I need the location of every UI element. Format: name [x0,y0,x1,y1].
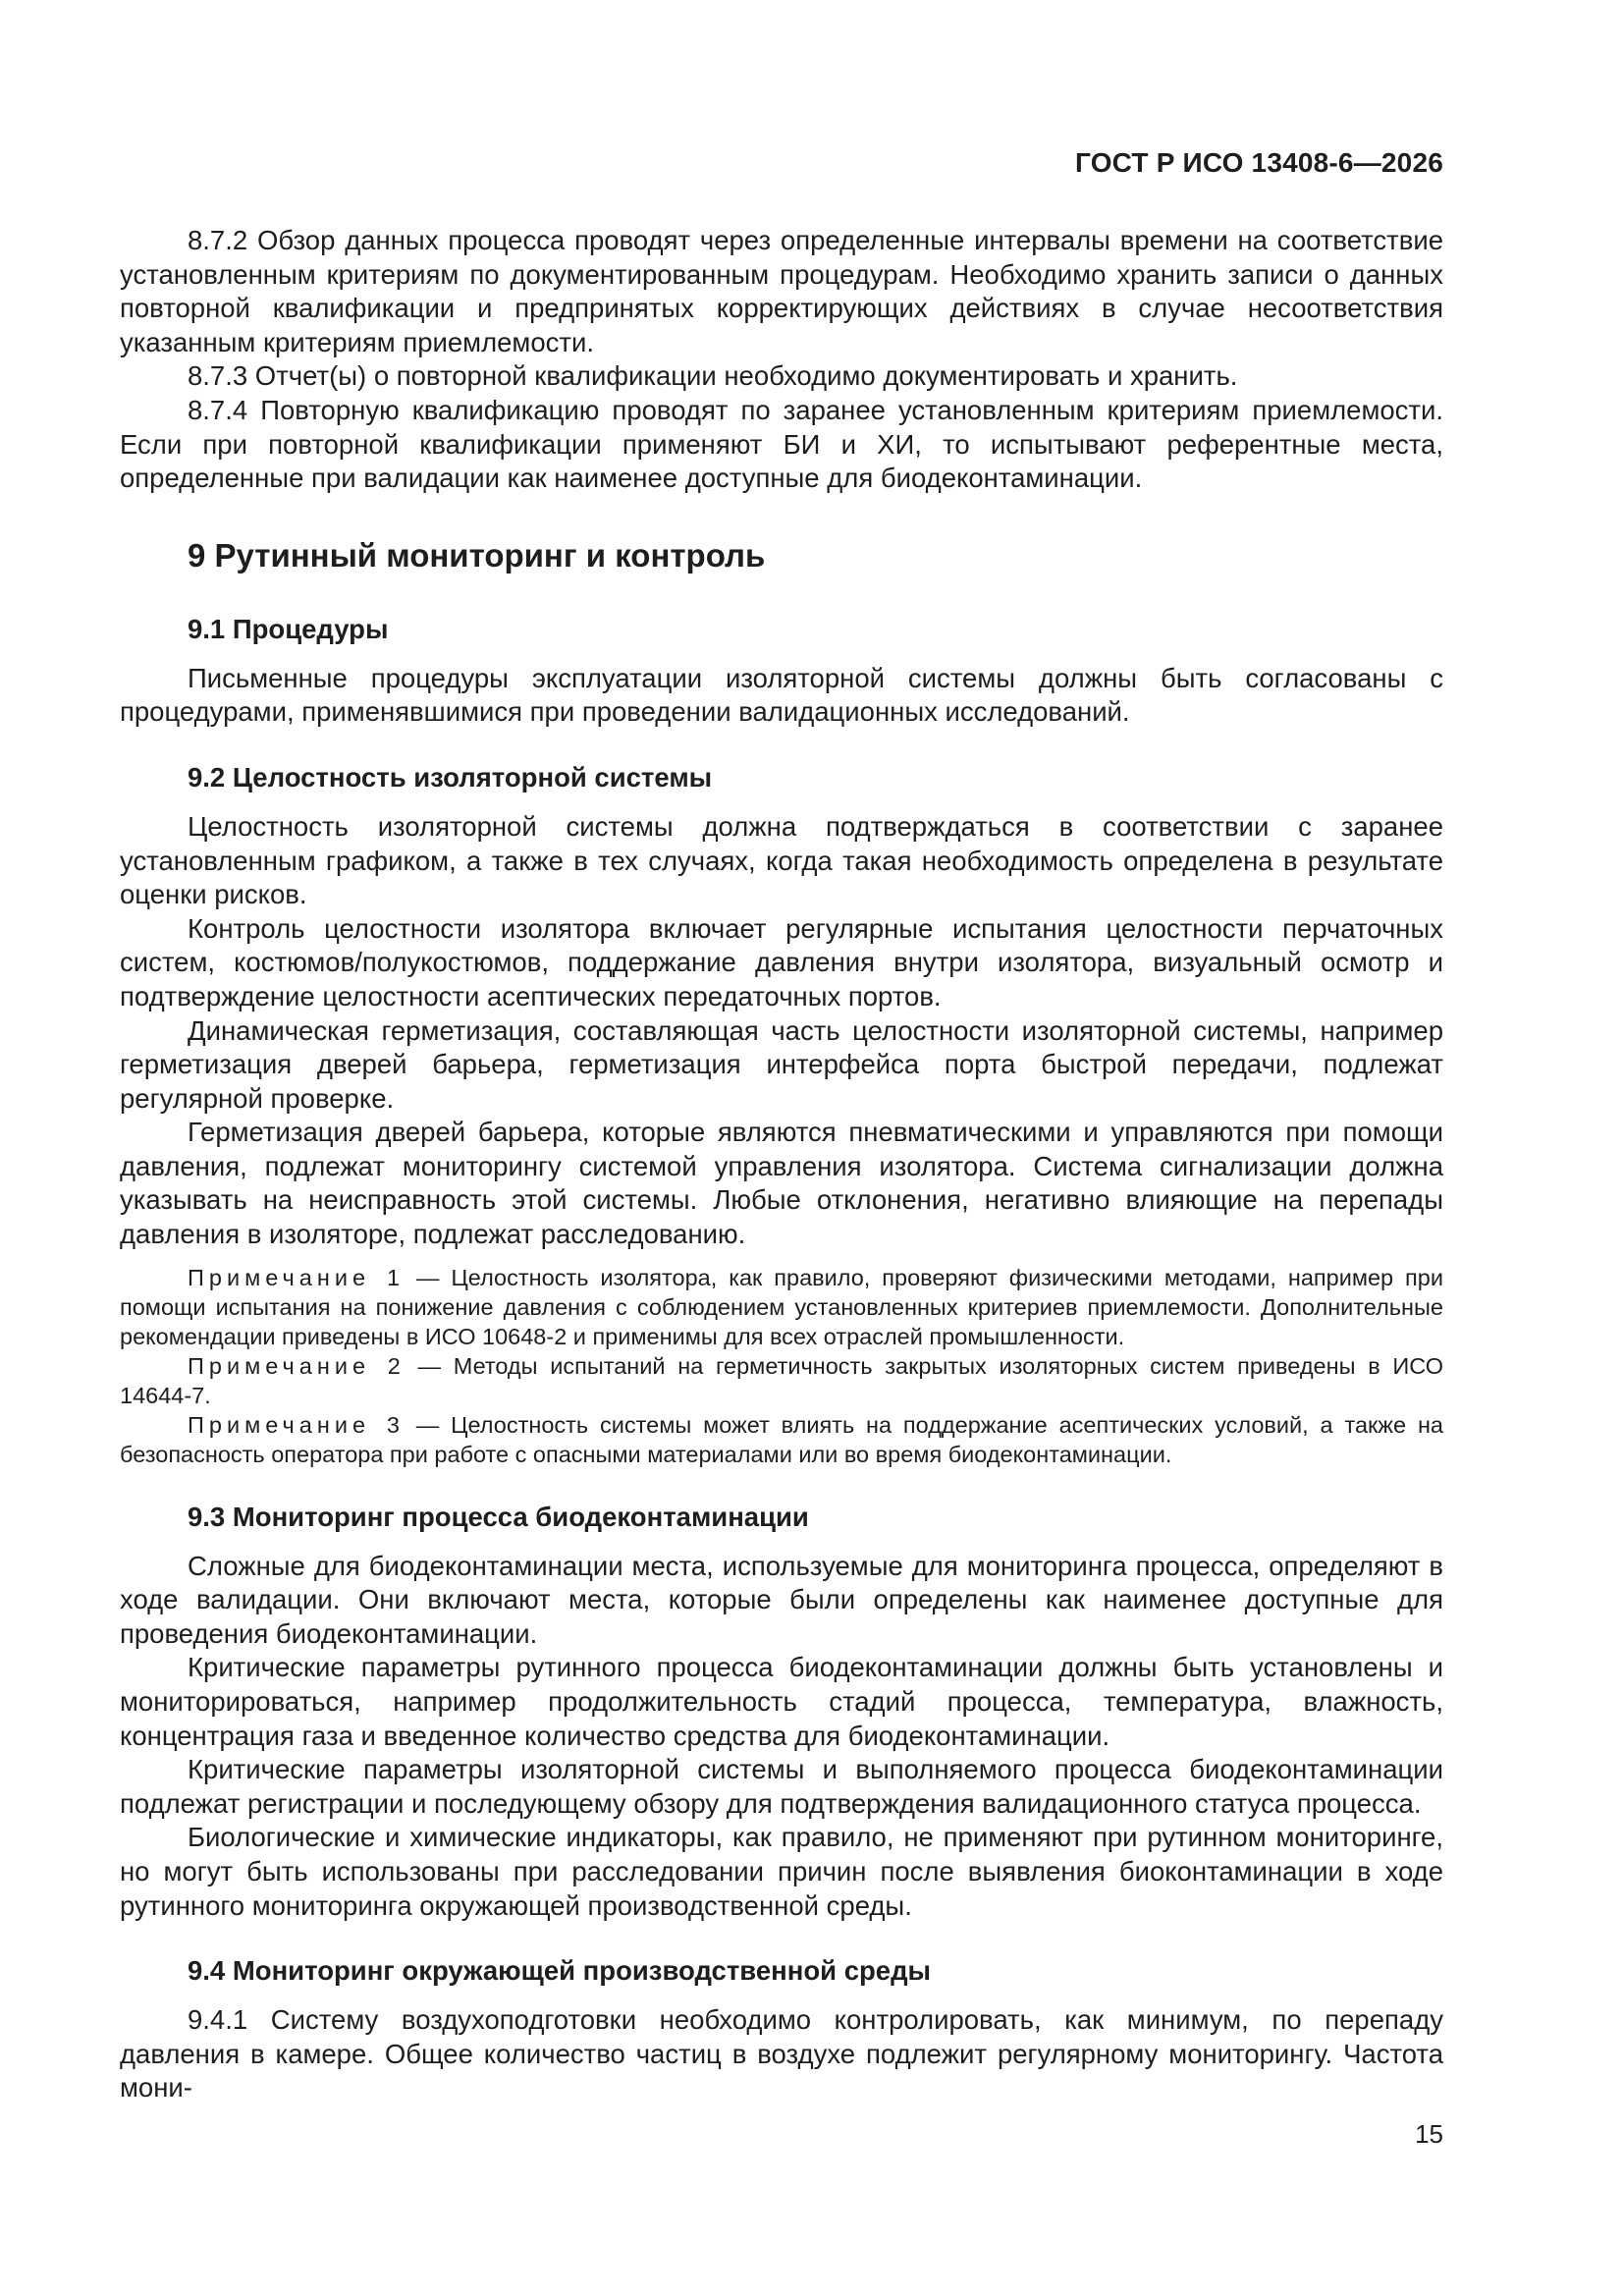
document-body [120,224,1443,2105]
note-2 [120,1351,1443,1410]
paragraph-9-2-c: Динамическая герметизация, составляющая часть целостности изоляторной системы, например герметизация дверей барьера, герметизация интерфейса порта быстрой передачи, подлежат регулярной проверке. [120,1014,1443,1114]
note-1 [120,1263,1443,1351]
note-3 [120,1410,1443,1469]
paragraph-9-3-a: Сложные для биодеконтаминации места, используемые для мониторинга процесса, определяют в ходе валидации. Они включают места, которые были определены как наименее доступные для проведения биодеконтаминации. [120,1550,1443,1649]
paragraph-9-4-1: 9.4.1 Систему воздухоподготовки необходимо контролировать, как минимум, по перепаду давления в камере. Общее количество частиц в воздухе подлежит регулярному мониторингу. Частота мони- [120,2004,1443,2104]
paragraph-9-1: Письменные процедуры эксплуатации изоляторной системы должны быть согласованы с процедурами, применявшимися при проведении валидационных исследований. [120,662,1443,728]
subsection-9-4-heading: 9.4 Мониторинг окружающей производственной среды [188,1955,932,1987]
paragraph-9-3-b: Критические параметры рутинного процесса биодеконтаминации должны быть установлены и мониторироваться, например продолжительность стадий процесса, температура, влажность, концентрация газа и введенное количество средства для биодеконтаминации. [120,1652,1443,1751]
note-1-text: — Целостность изолятора, как правило, проверяют физическими методами, например при помощи испытания на понижение давления с соблюдением установленных критериев приемлемости. Дополнительные рекомендации приведены в ИСО 10648-2 и применимы для всех отраслей промышленности. [120,1264,1443,1349]
paragraph-9-3-d: Биологические и химические индикаторы, как правило, не применяют при рутинном мониторинге, но могут быть использованы при расследовании причин после выявления биоконтаминации в ходе рутинного мониторинга окружающей производственной среды. [120,1822,1443,1921]
paragraph-8-7-2: 8.7.2 Обзор данных процесса проводят через определенные интервалы времени на соответствие установленным критериям по документированным процедурам. Необходимо хранить записи о данных повторной квалификации и предпринятых корректирующих действиях в случае несоответствия указанным критериям приемлемости. [120,225,1443,357]
note-3-text: — Целостность системы может влиять на поддержание асептических условий, а также на безопасность оператора при работе с опасными материалами или во время биодеконтаминации. [120,1411,1443,1467]
paragraph-9-2-d: Герметизация дверей барьера, которые являются пневматическими и управляются при помощи давления, подлежат мониторингу системой управления изолятора. Система сигнализации должна указывать на неисправность этой системы. Любые отклонения, негативно влияющие на перепады давления в изоляторе, подлежат расследованию. [120,1117,1443,1250]
subsection-9-2-heading: 9.2 Целостность изоляторной системы [188,761,713,793]
page-number: 15 [1415,2119,1443,2149]
section-9-heading: 9 Рутинный мониторинг и контроль [188,536,766,574]
subsection-9-3-heading: 9.3 Мониторинг процесса биодеконтаминации [188,1501,809,1532]
note-1-label: Примечание 1 [188,1264,406,1290]
paragraph-9-3-c: Критические параметры изоляторной системы и выполняемого процесса биодеконтаминации подлежат регистрации и последующему обзору для подтверждения валидационного статуса процесса. [120,1754,1443,1819]
notes-block [120,1263,1443,1469]
paragraph-8-7-3: 8.7.3 Отчет(ы) о повторной квалификации необходимо документировать и хранить. [188,360,1238,392]
subsection-9-1-heading: 9.1 Процедуры [188,613,389,644]
note-2-text: — Методы испытаний на герметичность закрытых изоляторных систем приведены в ИСО 14644-7. [120,1352,1444,1408]
document-code-header: ГОСТ Р ИСО 13408-6—2026 [1075,147,1443,178]
note-3-label: Примечание 3 [188,1411,405,1438]
paragraph-9-2-b: Контроль целостности изолятора включает регулярные испытания целостности перчаточных систем, костюмов/полукостюмов, поддержание давления внутри изолятора, визуальный осмотр и подтверждение целостности асептических передаточных портов. [120,912,1443,1011]
paragraph-8-7-4: 8.7.4 Повторную квалификацию проводят по заранее установленным критериям приемлемости. Если при повторной квалификации применяют БИ и ХИ, то испытывают референтные места, определенные при валидации как наименее доступные для биодеконтаминации. [120,394,1443,494]
note-2-label: Примечание 2 [188,1352,406,1379]
paragraph-9-2-a: Целостность изоляторной системы должна подтверждаться в соответствии с заранее установленным графиком, а также в тех случаях, когда такая необходимость определена в результате оценки рисков. [120,810,1443,910]
